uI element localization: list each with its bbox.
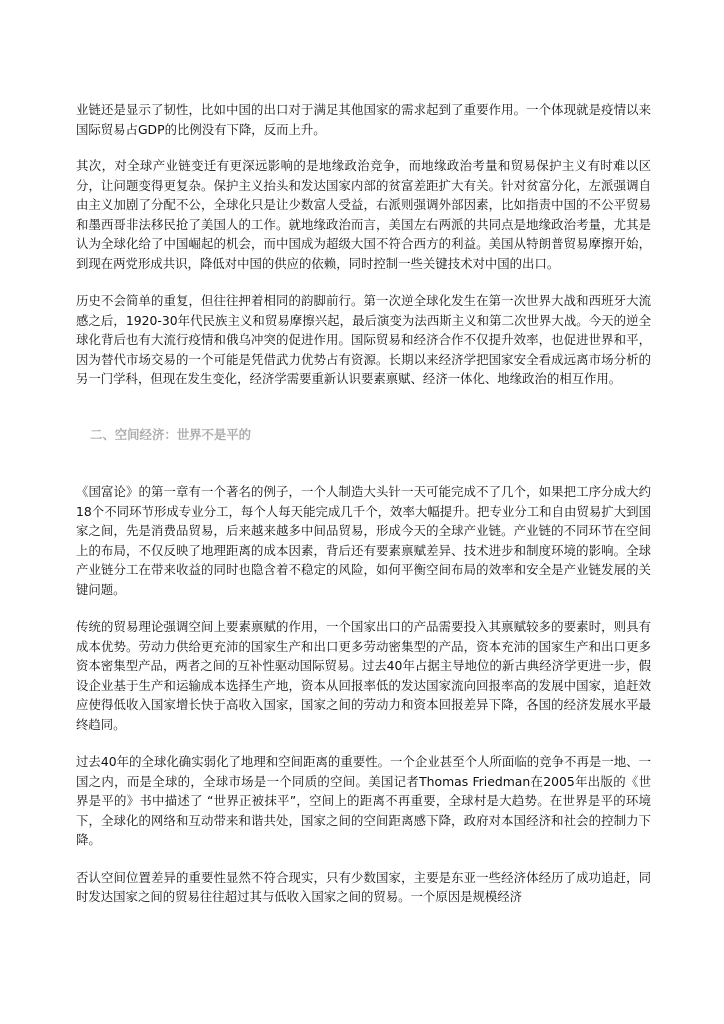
paragraph-geopolitics: 其次，对全球产业链变迁有更深远影响的是地缘政治竞争，而地缘政治考量和贸易保护主义有时难以区分，让问题变得更复杂。保护主义抬头和发达国家内部的贫富差距扩大有关。针对贫富分化，左派强调自由主义加剧了分配不公，全球化只是让少数富人受益，右派则强调外部因素，比如指责中国的不公平贸易和墨西哥非法移民抢了美国人的工作。就地缘政治而言，美国左右两派的共同点是地缘政治考量，尤其是认为全球化给了中国崛起的机会，而中国成为超级大国不符合西方的利益。美国从特朗普贸易摩擦开始，到现在两党形成共识，降低对中国的供应的依赖，同时控制一些关键技术对中国的出口。 [76, 158, 651, 271]
paragraph-supply-chain-resilience: 业链还是显示了韧性，比如中国的出口对于满足其他国家的需求起到了重要作用。一个体现就是疫情以来国际贸易占GDP的比例没有下降，反而上升。 [76, 102, 651, 137]
section-heading: 二、空间经济：世界不是平的 [90, 426, 252, 442]
document-page [76, 100, 651, 925]
paragraph-spatial-differences: 否认空间位置差异的重要性显然不符合现实，只有少数国家，主要是东亚一些经济体经历了成功追赶，同时发达国家之间的贸易往往超过其与低收入国家之间的贸易。一个原因是规模经济 [76, 869, 651, 904]
paragraph-history: 历史不会简单的重复，但往往押着相同的韵脚前行。第一次逆全球化发生在第一次世界大战和西班牙大流感之后，1920-30年代民族主义和贸易摩擦兴起，最后演变为法西斯主义和第二次世界大战。今天的逆全球化背后也有大流行疫情和俄乌冲突的促进作用。国际贸易和经济合作不仅提升效率，也促进世界和平，因为替代市场交易的一个可能是凭借武力优势占有资源。长期以来经济学把国家安全看成远离市场分析的另一门学科，但现在发生变化，经济学需要重新认识要素禀赋、经济一体化、地缘政治的相互作用。 [76, 293, 651, 386]
paragraph-flat-world: 过去40年的全球化确实弱化了地理和空间距离的重要性。一个企业甚至个人所面临的竞争不再是一地、一国之内，而是全球的，全球市场是一个同质的空间。美国记者Thomas Friedman在2005年出版的《世界是平的》书中描述了 “世界正被抹平”，空间上的距离不再重要，全球村是大趋势。在世界是平的环境下，全球化的网络和互动带来和谐共处，国家之间的空间距离感下降，政府对本国经济和社会的控制力下降。 [76, 754, 651, 847]
paragraph-wealth-of-nations: 《国富论》的第一章有一个著名的例子，一个人制造大头针一天可能完成不了几个，如果把工序分成大约18个不同环节形成专业分工，每个人每天能完成几千个，效率大幅提升。把专业分工和自由贸易扩大到国家之间，先是消费品贸易，后来越来越多中间品贸易，形成今天的全球产业链。产业链的不同环节在空间上的布局，不仅反映了地理距离的成本因素，背后还有要素禀赋差异、技术进步和制度环境的影响。全球产业链分工在带来收益的同时也隐含着不稳定的风险，如何平衡空间布局的效率和安全是产业链发展的关键问题。 [76, 484, 651, 597]
paragraph-trade-theory: 传统的贸易理论强调空间上要素禀赋的作用，一个国家出口的产品需要投入其禀赋较多的要素时，则具有成本优势。劳动力供给更充沛的国家生产和出口更多劳动密集型的产品，资本充沛的国家生产和出口更多资本密集型产品，两者之间的互补性驱动国际贸易。过去40年占据主导地位的新古典经济学更进一步，假设企业基于生产和运输成本选择生产地，资本从回报率低的发达国家流向回报率高的发展中国家，追赶效应使得低收入国家增长快于高收入国家，国家之间的劳动力和资本回报差异下降，各国的经济发展水平最终趋同。 [76, 619, 651, 732]
